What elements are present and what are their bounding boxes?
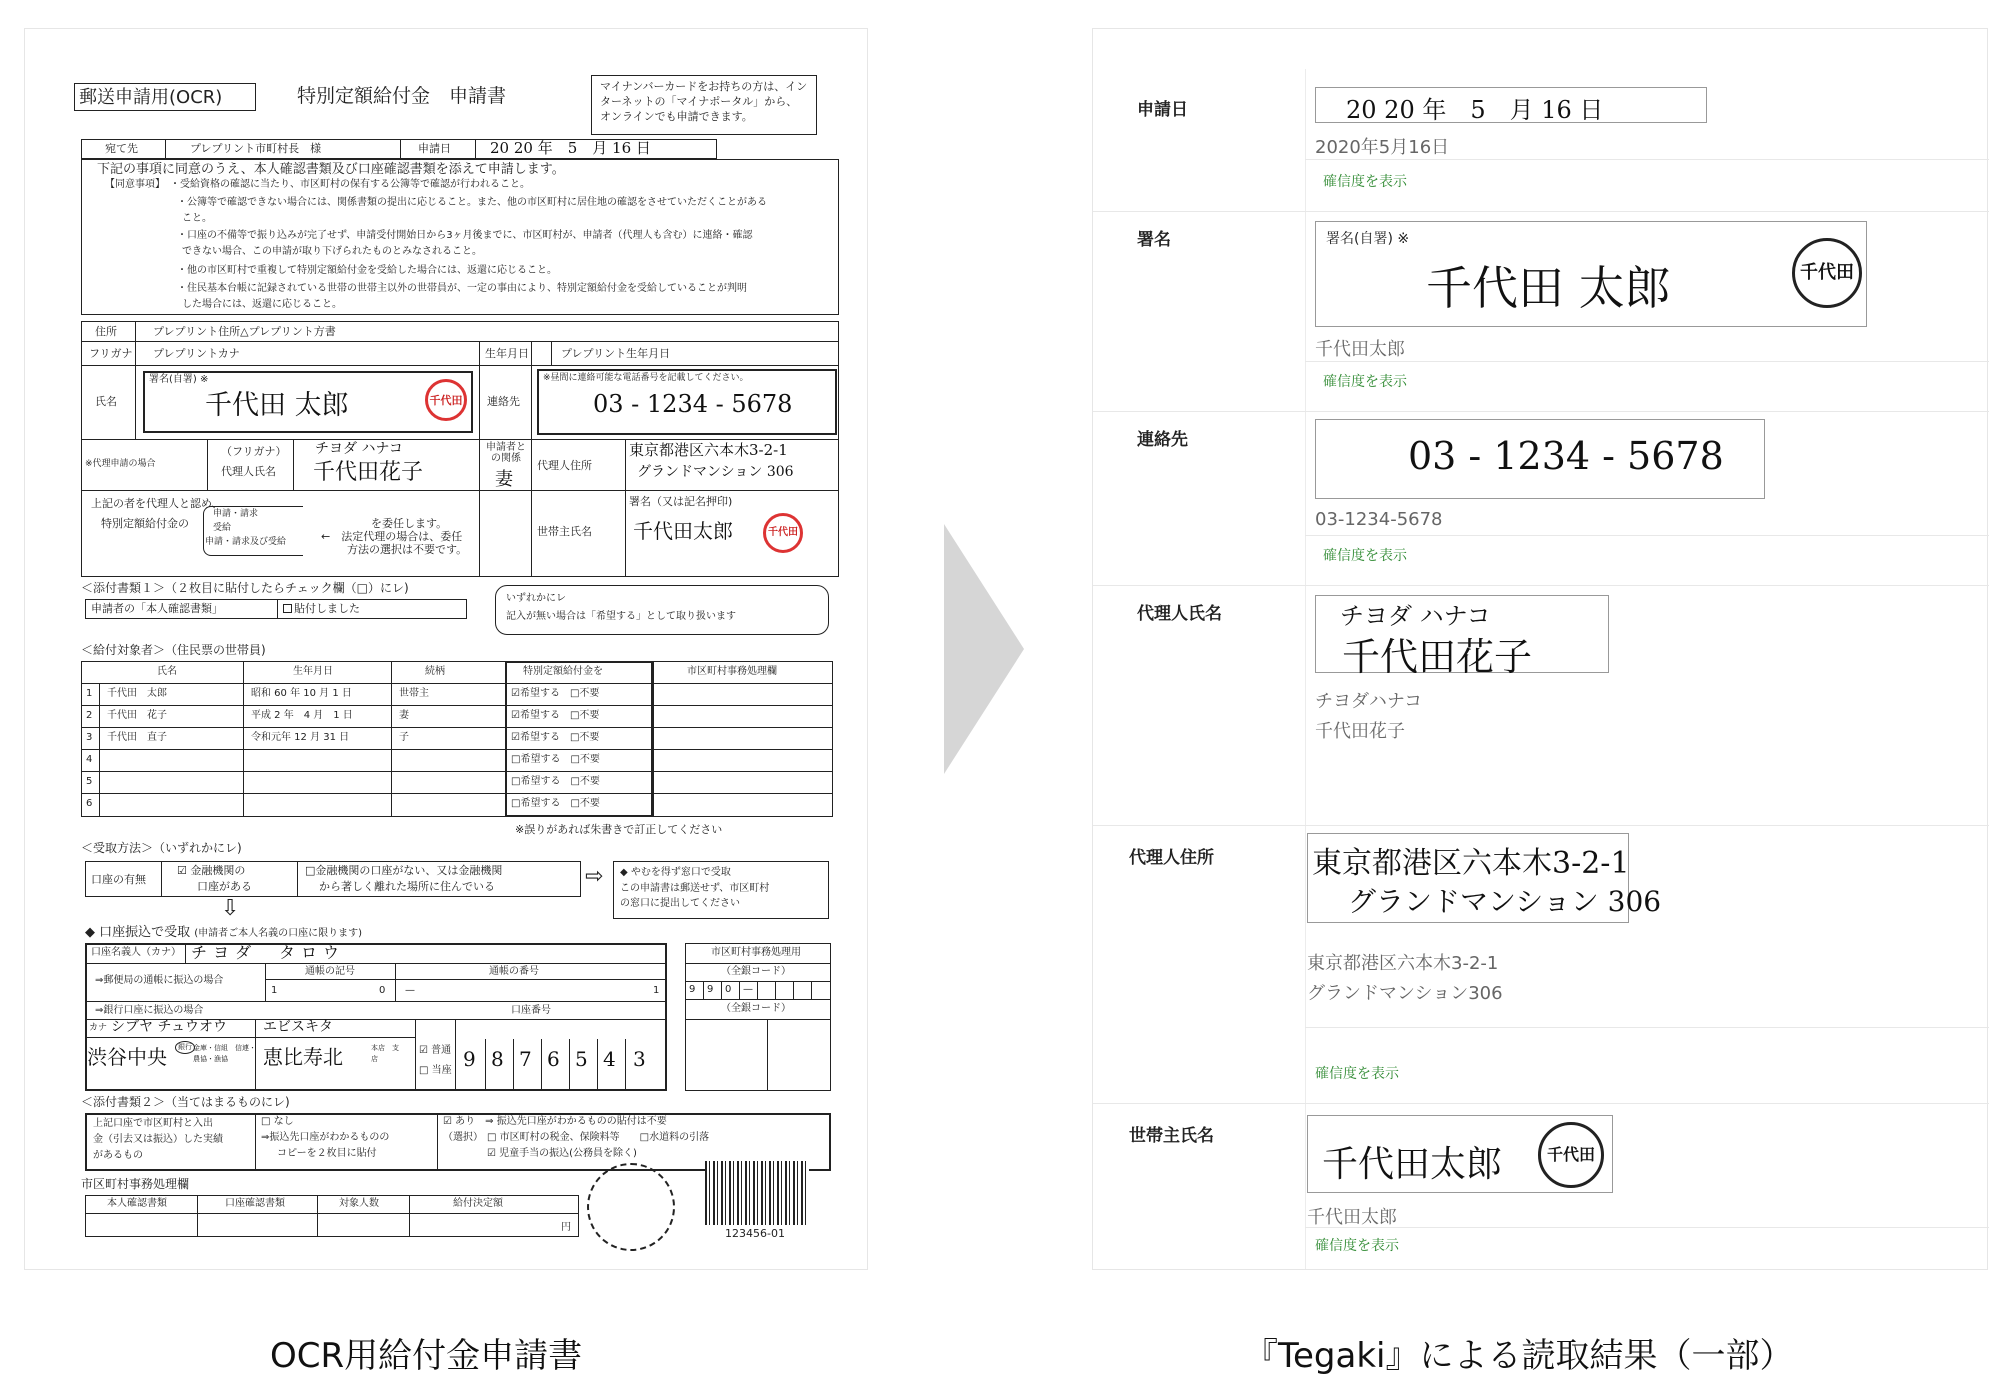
tegaki-results-panel bbox=[1092, 28, 1988, 1270]
row-no: 6 bbox=[86, 798, 93, 809]
th-name: 氏名 bbox=[157, 666, 177, 677]
post-num-digit: 1 bbox=[653, 985, 660, 996]
divider bbox=[255, 1113, 256, 1171]
divider bbox=[265, 979, 667, 980]
divider bbox=[99, 683, 100, 817]
attach1-checkbox bbox=[283, 602, 360, 616]
proxy-addr-handwriting-2: グランドマンション 306 bbox=[637, 464, 794, 480]
householder-result-text: 千代田太郎 bbox=[1307, 1207, 1397, 1228]
divider bbox=[81, 771, 833, 772]
birth-label: 生年月日 bbox=[485, 347, 529, 360]
divider bbox=[415, 1019, 416, 1091]
checkbox-checked-icon bbox=[283, 604, 292, 613]
field-label-proxy-address: 代理人住所 bbox=[1129, 848, 1214, 868]
attach2-left-2: 金（引去又は振込）した実績 bbox=[93, 1134, 223, 1145]
th-office: 市区町村事務処理欄 bbox=[687, 666, 777, 677]
attach2-sel: （選択） bbox=[443, 1132, 483, 1143]
office-digit: 0 bbox=[725, 984, 732, 995]
row-divider bbox=[1305, 1227, 1989, 1228]
agree-item: ・受給資格の確認に当たり、市区町村の保有する公簿等で確認が行われること。 bbox=[170, 179, 530, 190]
row-want: ☑希望する □不要 bbox=[511, 688, 600, 699]
confidence-link-date[interactable]: 確信度を表示 bbox=[1323, 174, 1407, 190]
divider bbox=[625, 1039, 626, 1091]
date-label: 申請日 bbox=[418, 142, 451, 155]
office-code-2: （全銀コード） bbox=[721, 1003, 791, 1014]
branch-types: 本店 支店 bbox=[371, 1044, 399, 1064]
field-label-householder: 世帯主氏名 bbox=[1129, 1126, 1214, 1146]
attach2-title: ＜添付書類２＞（当てはまるものにレ) bbox=[81, 1095, 290, 1109]
row-want: ☑希望する □不要 bbox=[511, 710, 600, 721]
holder-handwriting: チヨダ タロウ bbox=[191, 943, 346, 962]
row-divider bbox=[1093, 825, 1989, 826]
row-no: 2 bbox=[86, 710, 93, 721]
holder-label: 口座名義人（カナ） bbox=[91, 947, 181, 958]
row-divider bbox=[1305, 361, 1989, 362]
office-digit: — bbox=[743, 984, 753, 995]
signature-image bbox=[1315, 221, 1867, 327]
delegate-line-2: 特別定額給付金の bbox=[101, 517, 189, 530]
householder-handwriting: 千代田太郎 bbox=[633, 519, 733, 543]
bank-badge: 銀行 bbox=[175, 1041, 195, 1054]
chevron-right-icon bbox=[944, 524, 1024, 774]
divider bbox=[85, 1001, 667, 1002]
transfer-note: (申請者ご本人名義の口座に限ります) bbox=[194, 928, 363, 939]
row-relation: 子 bbox=[399, 732, 409, 743]
ocr-title: 郵送申請用(OCR) bbox=[79, 87, 223, 108]
post-sym-digit: 1 bbox=[271, 985, 278, 996]
attach1-title: ＜添付書類１＞（２枚目に貼付したらチェック欄（□）にレ) bbox=[81, 581, 409, 595]
agree-item: こと。 bbox=[182, 213, 212, 224]
row-birth: 平成 2 年 4 月 1 日 bbox=[251, 710, 353, 721]
divider bbox=[475, 139, 476, 159]
divider bbox=[81, 727, 833, 728]
divider bbox=[513, 1039, 514, 1091]
attach1-check-label: 貼付しました bbox=[294, 602, 360, 615]
account-no-1: □金融機関の口座がない、又は金融機関 bbox=[305, 864, 503, 877]
delegate-note-1: ← 法定代理の場合は、委任 bbox=[321, 530, 463, 543]
divider bbox=[455, 1019, 456, 1091]
post-label: ⇒郵便局の通帳に振込の場合 bbox=[95, 975, 224, 986]
divider bbox=[569, 1039, 570, 1091]
divider bbox=[81, 490, 839, 491]
proxy-address-image-line-2: グランドマンション 306 bbox=[1348, 885, 1662, 918]
furigana-value: プレプリントカナ bbox=[153, 347, 240, 360]
acct-digit: 4 bbox=[603, 1047, 616, 1071]
proxy-name-result-kana: チヨダハナコ bbox=[1315, 691, 1423, 712]
office-code: （全銀コード） bbox=[721, 966, 791, 977]
row-no: 5 bbox=[86, 776, 93, 787]
date-image-handwriting: 20 20 年 5 月 16 日 bbox=[1346, 96, 1604, 124]
office-title: 市区町村事務処理用 bbox=[711, 947, 801, 958]
row-name: 千代田 花子 bbox=[107, 710, 167, 721]
divider bbox=[243, 661, 244, 817]
divider bbox=[767, 1019, 768, 1091]
post-sym-digit: 0 bbox=[379, 985, 386, 996]
account-yes-1: ☑ 金融機関の bbox=[177, 864, 246, 877]
agree-item: ・口座の不備等で振り込みが完了せず、申請受付開始日から3ヶ月後までに、市区町村が、申請者（代理人も含む）に連絡・確認 bbox=[177, 230, 753, 241]
th-relation: 続柄 bbox=[425, 666, 445, 677]
divider bbox=[81, 341, 839, 342]
receive-title: ＜受取方法＞（いずれかにレ) bbox=[81, 841, 242, 855]
caption-left: OCR用給付金申請書 bbox=[270, 1336, 583, 1376]
bank-handwriting: 渋谷中央 bbox=[87, 1045, 167, 1069]
furigana-label: フリガナ bbox=[89, 347, 133, 360]
confidence-link-proxy-address[interactable]: 確信度を表示 bbox=[1315, 1066, 1399, 1082]
divider bbox=[135, 365, 136, 439]
proxy-name-handwriting: 千代田花子 bbox=[313, 460, 424, 485]
correction-note: ※誤りがあれば朱書きで訂正してください bbox=[515, 823, 723, 836]
agree-item: した場合には、返還に応じること。 bbox=[182, 299, 342, 310]
window-2: この申請書は郵送せず、市区町村 bbox=[620, 882, 770, 894]
agree-item: ・公簿等で確認できない場合には、関係書類の提出に応じること。また、他の市区町村に居住地の確認をさせていただくことがある bbox=[177, 197, 767, 208]
address-value: プレプリント住所△プレプリント方書 bbox=[153, 325, 336, 338]
contact-label: 連絡先 bbox=[487, 395, 520, 408]
field-label-date: 申請日 bbox=[1137, 100, 1188, 120]
row-name: 千代田 直子 bbox=[107, 732, 167, 743]
delegate-note-2: 方法の選択は不要です。 bbox=[347, 543, 468, 556]
row-divider bbox=[1305, 159, 1989, 160]
contact-result-text: 03-1234-5678 bbox=[1315, 509, 1443, 530]
to-value: プレプリント市町村長 様 bbox=[190, 142, 322, 155]
divider bbox=[685, 1019, 831, 1020]
contact-image-handwriting: 03 - 1234 - 5678 bbox=[1408, 434, 1724, 478]
divider bbox=[721, 981, 722, 999]
row-divider bbox=[1305, 1027, 1989, 1028]
office-area-title: 市区町村事務処理欄 bbox=[81, 1177, 190, 1191]
acct-digit: 7 bbox=[519, 1047, 532, 1071]
divider bbox=[161, 861, 162, 897]
divider bbox=[479, 341, 480, 577]
attach2-left-3: があるもの bbox=[93, 1150, 143, 1161]
window-1: ◆ やむを得ず窓口で受取 bbox=[620, 867, 731, 878]
divider bbox=[391, 661, 392, 817]
confidence-link-householder[interactable]: 確信度を表示 bbox=[1315, 1238, 1399, 1254]
agree-line: 下記の事項に同意のうえ、本人確認書類及び口座確認書類を添えて申請します。 bbox=[97, 162, 565, 177]
householder-image-seal: 千代田 bbox=[1538, 1122, 1604, 1188]
divider bbox=[437, 1113, 438, 1171]
office-col: 対象人数 bbox=[339, 1198, 379, 1209]
branch-kana-handwriting: エビスキタ bbox=[263, 1019, 333, 1035]
divider bbox=[81, 705, 833, 706]
th-birth: 生年月日 bbox=[293, 666, 333, 677]
row-birth: 昭和 60 年 10 月 1 日 bbox=[251, 688, 352, 699]
divider bbox=[625, 439, 626, 577]
divider bbox=[81, 365, 839, 366]
divider bbox=[653, 661, 654, 817]
date-image bbox=[1315, 87, 1707, 123]
proxy-name-image-handwriting: 千代田花子 bbox=[1342, 635, 1533, 679]
proxy-address-result-line-2: グランドマンション306 bbox=[1307, 983, 1503, 1004]
account-no-2: から著しく離れた場所に住んでいる bbox=[319, 880, 495, 893]
field-label-proxy-name: 代理人氏名 bbox=[1137, 604, 1222, 624]
office-digit: 9 bbox=[707, 984, 714, 995]
row-divider bbox=[1305, 535, 1989, 536]
divider bbox=[775, 981, 776, 999]
date-handwriting: 20 20 年 5 月 16 日 bbox=[490, 139, 651, 157]
proxy-addr-handwriting-1: 東京都港区六本木3-2-1 bbox=[629, 441, 788, 459]
delegate-line-3: を委任します。 bbox=[371, 517, 448, 530]
arrow-right-icon: ⇨ bbox=[585, 864, 604, 889]
divider bbox=[541, 1039, 542, 1091]
proxy-kana-handwriting: チヨダ ハナコ bbox=[315, 441, 403, 457]
divider bbox=[85, 1213, 579, 1214]
divider bbox=[197, 1195, 198, 1237]
householder-seal: 千代田 bbox=[763, 513, 803, 553]
divider bbox=[685, 963, 831, 964]
signature-image-handwriting: 千代田 太郎 bbox=[1426, 261, 1671, 315]
attach2-left-1: 上記口座で市区町村と入出 bbox=[93, 1118, 213, 1129]
signature-result-text: 千代田太郎 bbox=[1315, 339, 1405, 360]
divider bbox=[81, 749, 833, 750]
divider bbox=[409, 1195, 410, 1237]
divider bbox=[85, 1037, 415, 1038]
divider bbox=[265, 963, 266, 1001]
seal-stamp: 千代田 bbox=[425, 379, 467, 421]
agree-item: ・他の市区町村で重複して特別定額給付金を受給した場合には、返還に応じること。 bbox=[177, 265, 557, 276]
row-divider bbox=[1093, 1103, 1989, 1104]
account-yes-2: 口座がある bbox=[197, 880, 252, 893]
householder-image bbox=[1307, 1115, 1613, 1193]
row-birth: 令和元年 12 月 31 日 bbox=[251, 732, 350, 743]
caption-right: 『Tegaki』による読取結果（一部） bbox=[1244, 1336, 1794, 1376]
column-divider bbox=[1305, 69, 1306, 1269]
householder-image-handwriting: 千代田太郎 bbox=[1322, 1144, 1503, 1185]
birth-value: プレプリント生年月日 bbox=[561, 347, 671, 360]
ocr-application-form bbox=[24, 28, 868, 1270]
delegate-line-1: 上記の者を代理人と認め、 bbox=[91, 497, 223, 510]
divider bbox=[277, 599, 278, 619]
proxy-furigana-label: （フリガナ） bbox=[221, 445, 287, 458]
row-divider bbox=[1093, 211, 1989, 212]
acct-digit: 9 bbox=[463, 1047, 476, 1071]
agree-head: 【同意事項】 bbox=[105, 179, 165, 190]
proxy-address-image-line-1: 東京都港区六本木3-2-1 bbox=[1312, 846, 1630, 881]
relation-label: 申請者との関係 bbox=[486, 442, 526, 464]
row-no: 3 bbox=[86, 732, 93, 743]
signature-image-label: 署名(自署) ※ bbox=[1326, 231, 1410, 247]
divider bbox=[531, 341, 532, 577]
arrow-down-icon: ⇩ bbox=[221, 896, 240, 921]
barcode bbox=[705, 1161, 809, 1225]
row-divider bbox=[1093, 585, 1989, 586]
post-num-label: 通帳の番号 bbox=[489, 966, 539, 977]
householder-label: 世帯主氏名 bbox=[537, 525, 592, 538]
divider bbox=[395, 963, 396, 1001]
contact-image bbox=[1315, 419, 1765, 499]
row-want: ☑希望する □不要 bbox=[511, 732, 600, 743]
divider bbox=[185, 943, 186, 963]
office-digit: 9 bbox=[689, 984, 696, 995]
divider bbox=[703, 981, 704, 999]
bank-types: 金庫・信組 信連・農協・漁協 bbox=[193, 1044, 256, 1064]
transfer-title: ◆ 口座振込で受取 bbox=[85, 925, 191, 940]
proxy-address-result-line-1: 東京都港区六本木3-2-1 bbox=[1307, 953, 1499, 974]
sign-label: 署名(自署) ※ bbox=[149, 374, 209, 385]
divider bbox=[400, 139, 401, 159]
row-no: 1 bbox=[86, 688, 93, 699]
proxy-name-image bbox=[1315, 595, 1609, 679]
proxy-addr-label: 代理人住所 bbox=[537, 459, 592, 472]
window-receive-box bbox=[613, 861, 829, 919]
divider bbox=[551, 341, 552, 365]
delegate-opt-1: 申請・請求 bbox=[213, 509, 259, 519]
branch-handwriting: 恵比寿北 bbox=[263, 1045, 343, 1069]
attach1-item: 申請者の「本人確認書類」 bbox=[91, 602, 223, 615]
divider bbox=[739, 981, 740, 999]
name-label: 氏名 bbox=[95, 395, 117, 408]
row-relation: 妻 bbox=[399, 710, 409, 721]
acct-digit: 8 bbox=[491, 1047, 504, 1071]
divider bbox=[85, 963, 667, 964]
speech-bubble bbox=[495, 585, 829, 635]
contact-handwriting: 03 - 1234 - 5678 bbox=[593, 390, 793, 418]
office-col: 口座確認書類 bbox=[225, 1198, 285, 1209]
account-exist-label: 口座の有無 bbox=[91, 873, 146, 886]
post-num-digit: — bbox=[405, 985, 415, 996]
acct-type-2: □ 当座 bbox=[419, 1065, 452, 1076]
row-divider bbox=[1093, 411, 1989, 412]
divider bbox=[317, 1195, 318, 1237]
proxy-name-label: 代理人氏名 bbox=[221, 465, 276, 478]
signature-image-seal: 千代田 bbox=[1792, 238, 1862, 308]
mynumber-note: マイナンバーカードをお持ちの方は、インターネットの「マイナポータル」から、オンラインでも申請できます。 bbox=[591, 75, 817, 135]
relation-handwriting: 妻 bbox=[495, 469, 513, 490]
divider bbox=[297, 861, 298, 897]
to-label: 宛て先 bbox=[105, 142, 138, 155]
attach2-opt-1: □ 市区町村の税金、保険料等 □水道料の引落 bbox=[487, 1132, 710, 1143]
attach2-none-3: コピーを２枚目に貼付 bbox=[277, 1148, 377, 1159]
acct-digit: 5 bbox=[575, 1047, 588, 1071]
contact-note: ※昼間に連絡可能な電話番号を記載してください。 bbox=[543, 373, 749, 383]
row-relation: 世帯主 bbox=[399, 688, 429, 699]
office-col: 本人確認書類 bbox=[107, 1198, 167, 1209]
attach2-none: □ なし bbox=[261, 1116, 294, 1127]
row-no: 4 bbox=[86, 754, 93, 765]
delegate-opt-2: 受給 bbox=[213, 523, 232, 533]
transfer-heading bbox=[85, 925, 362, 941]
acct-num-label: 口座番号 bbox=[511, 1005, 551, 1016]
barcode-number: 123456-01 bbox=[725, 1227, 785, 1240]
row-want: □希望する □不要 bbox=[511, 798, 600, 809]
bank-kana-handwriting: シブヤ チュウオウ bbox=[111, 1019, 228, 1035]
confidence-link-contact[interactable]: 確信度を表示 bbox=[1323, 548, 1407, 564]
bubble-line-1: いずれかにレ bbox=[506, 593, 566, 604]
target-title: ＜給付対象者＞（住民票の世帯員) bbox=[81, 643, 266, 657]
bubble-line-2: 記入が無い場合は「希望する」として取り扱います bbox=[506, 611, 736, 622]
attach2-yes: ☑ あり ⇒ 振込先口座がわかるものの貼付は不要 bbox=[443, 1116, 667, 1127]
office-col: 給付決定額 bbox=[453, 1198, 503, 1209]
agree-item: できない場合、この申請が取り下げられたものとみなされること。 bbox=[182, 246, 482, 257]
attach2-none-2: ⇒振込先口座がわかるものの bbox=[261, 1132, 390, 1143]
divider bbox=[81, 439, 839, 440]
th-want: 特別定額給付金を bbox=[523, 666, 603, 677]
address-label: 住所 bbox=[95, 325, 117, 338]
acct-type-1: ☑ 普通 bbox=[419, 1045, 452, 1056]
post-sym-label: 通帳の記号 bbox=[305, 966, 355, 977]
divider bbox=[811, 981, 812, 999]
receipt-stamp-circle bbox=[587, 1163, 675, 1251]
window-3: の窓口に提出してください bbox=[620, 898, 740, 909]
divider bbox=[81, 683, 833, 684]
row-want: □希望する □不要 bbox=[511, 776, 600, 787]
divider bbox=[135, 321, 136, 365]
proxy-name-image-kana: チヨダ ハナコ bbox=[1340, 602, 1491, 630]
divider bbox=[685, 981, 831, 982]
form-title: 特別定額給付金 申請書 bbox=[297, 85, 507, 107]
proxy-address-image bbox=[1307, 833, 1662, 923]
divider bbox=[207, 439, 208, 490]
attach2-opt-2: ☑ 児童手当の振込(公務員を除く) bbox=[487, 1148, 637, 1159]
bank-label: ⇒銀行口座に振込の場合 bbox=[95, 1005, 204, 1016]
divider bbox=[685, 999, 831, 1000]
row-name: 千代田 太郎 bbox=[107, 688, 167, 699]
divider bbox=[165, 139, 166, 159]
field-label-contact: 連絡先 bbox=[1137, 430, 1188, 450]
divider bbox=[81, 793, 833, 794]
acct-digit: 3 bbox=[633, 1047, 646, 1071]
divider bbox=[793, 981, 794, 999]
divider bbox=[485, 1039, 486, 1091]
sign-handwriting: 千代田 太郎 bbox=[205, 390, 349, 421]
yen-label: 円 bbox=[561, 1222, 571, 1233]
divider bbox=[757, 981, 758, 999]
date-result-text: 2020年5月16日 bbox=[1315, 137, 1450, 158]
proxy-name-result-text: 千代田花子 bbox=[1315, 721, 1405, 742]
row-want: □希望する □不要 bbox=[511, 754, 600, 765]
acct-digit: 6 bbox=[547, 1047, 560, 1071]
proxy-note: ※代理申請の場合 bbox=[85, 459, 156, 469]
field-label-signature: 署名 bbox=[1137, 230, 1171, 250]
divider bbox=[597, 1039, 598, 1091]
householder-sign-label: 署名（又は記名押印) bbox=[629, 495, 733, 508]
agree-item: ・住民基本台帳に記録されている世帯の世帯主以外の世帯員が、一定の事由により、特別定額給付金を受給していることが判明 bbox=[177, 283, 747, 294]
confidence-link-signature[interactable]: 確信度を表示 bbox=[1323, 374, 1407, 390]
divider bbox=[293, 439, 294, 490]
kana-label: カナ bbox=[89, 1023, 108, 1033]
delegate-opt-3: 申請・請求及び受給 bbox=[205, 537, 287, 547]
